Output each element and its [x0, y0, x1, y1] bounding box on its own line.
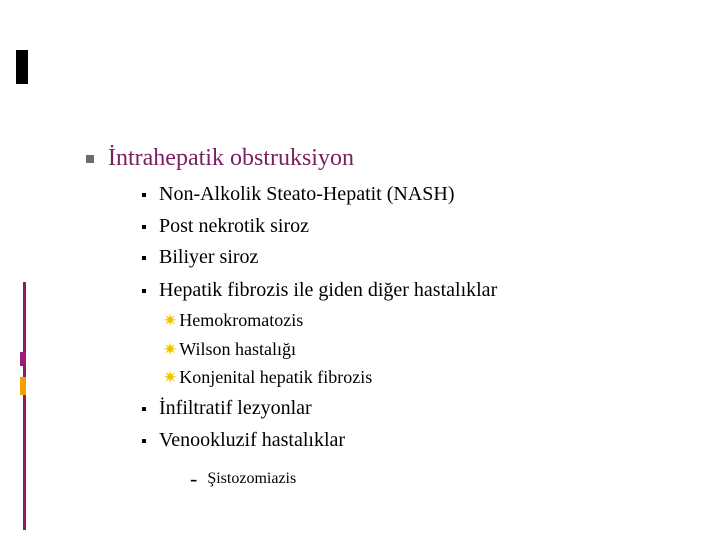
square-bullet-icon: [86, 155, 94, 163]
dot-bullet-icon: [142, 193, 146, 197]
heading-row: [86, 145, 354, 172]
list-item: [142, 183, 455, 206]
list-item-text: Biliyer siroz: [159, 246, 259, 268]
sub-list-item: [163, 339, 296, 360]
star-bullet-icon: ✷: [163, 310, 178, 330]
sub-list-item: [163, 310, 303, 331]
sub-list-item-text: Hemokromatozis: [179, 310, 304, 330]
slide-heading: İntrahepatik obstruksiyon: [108, 145, 354, 171]
dash-bullet: -: [190, 466, 198, 491]
dash-list-item: [190, 466, 296, 492]
dot-bullet-icon: [142, 407, 146, 411]
list-item: [142, 279, 497, 302]
sub-list-item-text: Konjenital hepatik fibrozis: [179, 367, 373, 387]
dot-bullet-icon: [142, 256, 146, 260]
sub-list-item: [163, 367, 372, 388]
sub-list-item-text: Wilson hastalığı: [179, 339, 297, 359]
list-item: [142, 246, 258, 269]
list-item-text: Non-Alkolik Steato-Hepatit (NASH): [159, 183, 455, 205]
list-item: [142, 429, 345, 452]
dot-bullet-icon: [142, 289, 146, 293]
dash-list-item-text: Şistozomiazis: [207, 470, 297, 487]
list-item: [142, 215, 309, 238]
dot-bullet-icon: [142, 439, 146, 443]
star-bullet-icon: ✷: [163, 339, 178, 359]
list-item-text: Hepatik fibrozis ile giden diğer hastalıklar: [159, 279, 498, 301]
list-item-text: Venookluzif hastalıklar: [159, 429, 346, 451]
star-bullet-icon: ✷: [163, 367, 178, 387]
list-item-text: Post nekrotik siroz: [159, 215, 309, 237]
dot-bullet-icon: [142, 225, 146, 229]
list-item: [142, 397, 312, 420]
list-item-text: İnfiltratif lezyonlar: [159, 397, 312, 419]
